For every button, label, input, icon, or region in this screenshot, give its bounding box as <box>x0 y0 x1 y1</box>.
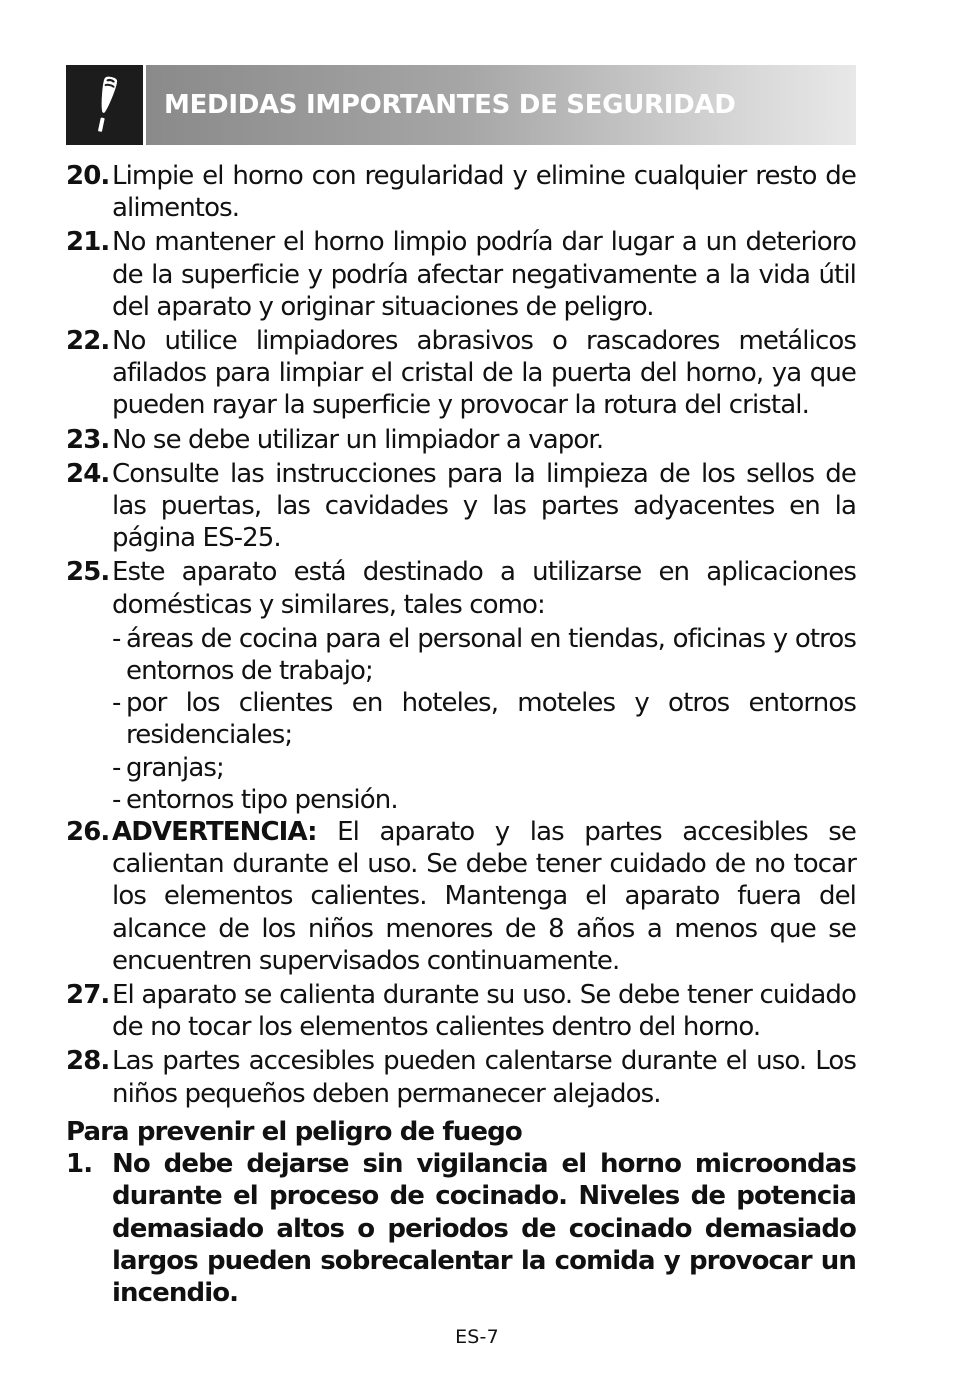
list-item: 28. Las partes accesibles pueden calentarse durante el uso. Los niños pequeños deben permanecer alejados. <box>66 1046 856 1109</box>
warning-icon-box <box>66 65 143 145</box>
warning-label: ADVERTENCIA: <box>112 817 317 848</box>
section-heading: Para prevenir el peligro de fuego <box>66 1116 522 1147</box>
sub-list-item: - granjas; <box>112 752 224 783</box>
header-bar <box>146 65 856 145</box>
list-item: 23. No se debe utilizar un limpiador a vapor. <box>66 424 604 455</box>
list-item: 22. No utilice limpiadores abrasivos o rascadores metálicos afilados para limpiar el cristal de la puerta del horno, ya que pueden rayar la superficie y provocar la rotura del cristal. <box>66 326 856 421</box>
list-item: 25. Este aparato está destinado a utilizarse en aplicaciones domésticas y similares, tales como: <box>66 557 856 620</box>
page-title: MEDIDAS IMPORTANTES DE SEGURIDAD <box>164 90 736 120</box>
page-number: ES-7 <box>455 1326 499 1348</box>
sub-list-item: - entornos tipo pensión. <box>112 784 398 815</box>
list-item: 24. Consulte las instrucciones para la limpieza de los sellos de las puertas, las cavidades y las partes adyacentes en la página ES-25. <box>66 458 856 554</box>
sub-list-item: - áreas de cocina para el personal en tiendas, oficinas y otros entornos de trabajo; <box>112 623 856 687</box>
list-item: 21. No mantener el horno limpio podría dar lugar a un deterioro de la superficie y podría afectar negativamente a la vida útil del aparato y originar situaciones de peligro. <box>66 227 856 322</box>
list-item: 20. Limpie el horno con regularidad y elimine cualquier resto de alimentos. <box>66 161 856 224</box>
exclamation-icon <box>88 74 122 136</box>
list-item: 1. No debe dejarse sin vigilancia el horno microondas durante el proceso de cocinado. Niveles de potencia demasiado altos o periodos de cocinado demasiado largos pueden sobrecalentar la comida y provocar un incendio. <box>66 1149 856 1308</box>
document-body <box>66 160 856 1311</box>
list-item: 27. El aparato se calienta durante su uso. Se debe tener cuidado de no tocar los elementos calientes dentro del horno. <box>66 980 856 1043</box>
section-header <box>66 65 856 145</box>
sub-list-item: - por los clientes en hoteles, moteles y otros entornos residenciales; <box>112 688 856 751</box>
warning-item: 26. ADVERTENCIA: El aparato y las partes accesibles se calientan durante el uso. Se debe tener cuidado de no tocar los elementos calientes. Mantenga el aparato fuera del alcance de los niños menores de 8 años a menos que se encuentren supervisados continuamente. <box>66 817 856 976</box>
